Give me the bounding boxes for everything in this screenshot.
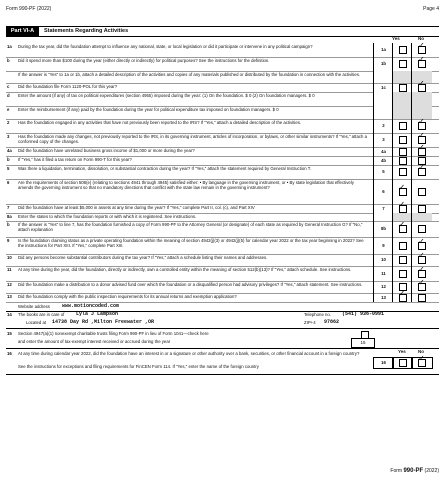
line-number: 7	[373, 204, 393, 213]
question-text: Did the foundation have unrelated business gross income of $1,000 or more during the year?	[18, 148, 195, 153]
question-number: 8a	[7, 214, 12, 219]
question-number: 5	[7, 166, 10, 171]
yes-cell	[392, 43, 412, 57]
no-checkbox[interactable]	[418, 242, 426, 250]
table-bottom-rule	[6, 374, 439, 375]
footer-form-name: 990-PF	[403, 468, 424, 474]
line-number: 10	[373, 254, 393, 266]
question-number: c	[7, 84, 10, 89]
no-cell	[411, 281, 432, 293]
question-text: Did the foundation make a distribution to a donor advised fund over which the foundation or a disqualified person had advisory privileges? If "Yes," attach statement. See instructions.	[18, 282, 363, 287]
line-number: 2	[373, 119, 393, 133]
no-cell	[411, 204, 432, 213]
telephone-value[interactable]: (541) 936-0991	[342, 311, 385, 317]
line-number: 3	[373, 133, 393, 147]
line-number: 1c	[373, 83, 393, 92]
no-checkbox[interactable]	[418, 122, 426, 130]
question-number: 11	[7, 267, 12, 272]
telephone-label: Telephone no.	[304, 312, 331, 317]
yes-cell	[392, 221, 412, 237]
no-cell	[411, 57, 432, 71]
question-row	[6, 281, 439, 293]
no-cell	[411, 92, 432, 106]
question-text: Did the foundation file Form 1120-POL for this year?	[18, 84, 118, 89]
page-label: Page 4	[423, 6, 439, 12]
no-checkbox[interactable]	[418, 283, 426, 291]
yes-cell	[392, 165, 412, 179]
yes-cell	[392, 237, 412, 254]
question-number: b	[7, 222, 10, 227]
yes-cell	[392, 71, 412, 83]
question-number: 10	[7, 255, 12, 260]
yes-checkbox[interactable]	[399, 205, 407, 213]
zip-label: ZIP+4	[304, 320, 316, 325]
yes-checkbox[interactable]	[399, 225, 407, 233]
no-cell	[411, 213, 432, 221]
no-checkbox[interactable]	[418, 168, 426, 176]
line16-no-checkbox[interactable]	[418, 359, 426, 367]
line16-no-header: No	[418, 349, 424, 354]
form-label: Form 990-PF (2022)	[6, 6, 52, 12]
line-number	[373, 106, 393, 119]
line-number: 12	[373, 281, 393, 293]
line15-text2: and enter the amount of tax-exempt interest received or accrued during the year	[18, 339, 171, 344]
line-number: 1b	[373, 57, 393, 71]
books-number: 14	[7, 312, 12, 317]
question-row	[6, 83, 439, 92]
no-checkbox[interactable]	[418, 256, 426, 264]
question-text: Did it spend more than $100 during the year (either directly or indirectly) for political purposes? See the instructions for the definition.	[18, 58, 270, 63]
yes-cell	[392, 133, 412, 147]
question-row	[6, 106, 439, 119]
yes-checkbox[interactable]	[399, 84, 407, 92]
no-cell	[411, 179, 432, 204]
yes-checkbox[interactable]	[399, 294, 407, 302]
question-row	[6, 165, 439, 179]
question-row	[6, 43, 439, 57]
question-row	[6, 213, 439, 221]
no-checkbox[interactable]	[418, 294, 426, 302]
no-checkbox[interactable]	[418, 84, 426, 92]
question-text: Did any persons become substantial contributors during the tax year? If "Yes," attach a schedule listing their names and addresses.	[18, 255, 268, 260]
yes-cell	[392, 266, 412, 281]
question-row	[6, 266, 439, 281]
line-number: 9	[373, 237, 393, 254]
question-row	[6, 204, 439, 213]
question-row	[6, 147, 439, 156]
yes-cell	[392, 254, 412, 266]
question-text: During the tax year, did the foundation attempt to influence any national, state, or local legislation or did it participate or intervene in any political campaign?	[18, 44, 313, 49]
page-footer	[390, 468, 439, 474]
yes-header: Yes	[392, 36, 400, 41]
question-text: Was there a liquidation, termination, dissolution, or substantial contraction during the year? If "Yes," attach the statement required by General Instruction T.	[18, 166, 312, 171]
question-row	[6, 71, 439, 83]
question-row	[6, 179, 439, 204]
yes-checkbox[interactable]	[399, 242, 407, 250]
no-checkbox[interactable]	[418, 225, 426, 233]
website-label: Website address	[18, 304, 50, 309]
question-text: Did the foundation comply with the public inspection requirements for its annual returns and exemption application?	[18, 294, 237, 299]
yes-cell	[392, 57, 412, 71]
footer-form-pre: Form	[390, 468, 403, 474]
page-header	[6, 4, 439, 14]
no-checkbox[interactable]	[418, 188, 426, 196]
line15-number: 15	[7, 331, 12, 336]
line-number	[373, 92, 393, 106]
question-text: If "Yes," has it filed a tax return on Form 990-T for this year?	[18, 157, 132, 162]
line-number: 4a	[373, 147, 393, 156]
question-number: 13	[7, 294, 12, 299]
question-row	[6, 119, 439, 133]
no-cell	[411, 293, 432, 302]
question-number: e	[7, 107, 10, 112]
no-checkbox[interactable]	[418, 270, 426, 278]
footer-year: (2022)	[424, 468, 439, 474]
line15-row	[6, 328, 439, 349]
question-text: Enter the amount (if any) of tax on political expenditures (section 4955) imposed during the year: (1) On the foundation. $ 0 (2) On foundation managers. $ 0	[18, 93, 315, 98]
no-cell	[411, 165, 432, 179]
question-number: b	[7, 157, 10, 162]
no-checkbox[interactable]	[418, 148, 426, 156]
yes-cell	[392, 293, 412, 302]
question-row	[6, 133, 439, 147]
line16-text2: See the instructions for exceptions and filing requirements for FinCEN Form 114. If "Yes," enter the name of the foreign country	[18, 364, 259, 369]
question-number: 9	[7, 238, 10, 243]
question-row	[6, 92, 439, 106]
question-text: Enter the reimbursement (if any) paid by the foundation during the year for political expenditure tax imposed on foundation managers. $ 0	[18, 107, 279, 112]
yes-cell	[392, 147, 412, 156]
yes-cell	[392, 119, 412, 133]
line15-amount-box[interactable]: 15	[351, 338, 375, 348]
question-row	[6, 156, 439, 165]
line-number: 1a	[373, 43, 393, 57]
line16-no-cell	[411, 357, 433, 369]
yes-checkbox[interactable]	[399, 168, 407, 176]
zip-value[interactable]: 97862	[324, 319, 340, 325]
question-text: Are the requirements of section 508(e) (relating to sections 4941 through 4945) satisfied either: • By language in the governing instrument, or • By state legislation that effectively amends the governing instrument so that no mandatory directions that conflict with the state law remain in the governing instrument?	[18, 180, 354, 191]
no-cell	[411, 221, 432, 237]
yes-no-header	[392, 35, 439, 43]
question-number: 2	[7, 120, 10, 125]
question-number: 1a	[7, 44, 12, 49]
line16-yes-header: Yes	[398, 349, 406, 354]
yes-cell	[392, 106, 412, 119]
line16-number: 16	[7, 351, 12, 356]
no-checkbox[interactable]	[418, 60, 426, 68]
books-label: The books are in care of	[18, 312, 65, 317]
question-text: Is the foundation claiming status as a private operating foundation within the meaning of section 4942(j)(3) or 4942(j)(5) for calendar year 2022 or the tax year beginning in 2022? See the instructions for Part XIII. If "Yes," complete Part XIII.	[18, 238, 364, 249]
line16-row	[6, 348, 439, 375]
yes-checkbox[interactable]	[399, 136, 407, 144]
question-row	[6, 254, 439, 266]
line-number	[373, 71, 393, 83]
line16-yes-no-header	[392, 349, 431, 356]
question-number: b	[7, 58, 10, 63]
question-number: 12	[7, 282, 12, 287]
yes-checkbox[interactable]	[399, 148, 407, 156]
line-number: 4b	[373, 156, 393, 165]
part-label: Part VI-A	[6, 27, 39, 36]
line16-yes-checkbox[interactable]	[399, 359, 407, 367]
part-title: Statements Regarding Activities	[44, 28, 129, 34]
yes-cell	[392, 92, 412, 106]
question-text: If the answer is "Yes" to line 7, has the foundation furnished a copy of Form 990-PF to the Attorney General (or designate) of each state as required by General Instruction G? If "No," attach explanation	[18, 222, 363, 233]
no-header: No	[418, 36, 424, 41]
yes-cell	[392, 204, 412, 213]
line-number: 6	[373, 179, 393, 204]
question-text: Did the foundation have at least $5,000 in assets at any time during the year? If "Yes," complete Part II, col. (c), and Part XIV	[18, 205, 255, 210]
books-name[interactable]: Lyla J Lampson	[76, 311, 119, 317]
yes-cell	[392, 156, 412, 165]
question-text: At any time during the year, did the foundation, directly or indirectly, own a controlled entity within the meaning of section 512(b)(13)? If "Yes," attach schedule. See instructions.	[18, 267, 352, 272]
yes-checkbox[interactable]	[399, 157, 407, 165]
yes-checkbox[interactable]	[399, 256, 407, 264]
question-text: Has the foundation made any changes, not previously reported to the IRS, in its governing instrument, articles of incorporation, or bylaws, or other similar instruments? If "Yes," attach a conformed copy of the changes.	[18, 134, 367, 145]
question-number: 3	[7, 134, 10, 139]
line-number: 13	[373, 293, 393, 302]
question-number: d	[7, 93, 10, 98]
yes-cell	[392, 83, 412, 92]
website-value[interactable]: www.motioncoded.com	[62, 303, 120, 309]
yes-checkbox[interactable]	[399, 122, 407, 130]
line15-text: Section 4947(a)(1) nonexempt charitable trusts filing Form 990-PF in lieu of Form 1041—check here	[18, 331, 209, 336]
line-number: 8b	[373, 221, 393, 237]
part-header	[6, 26, 439, 37]
no-checkbox[interactable]	[418, 205, 426, 213]
question-number: 6	[7, 180, 10, 185]
yes-checkbox[interactable]	[399, 60, 407, 68]
line-number: 11	[373, 266, 393, 281]
line16-line-number: 16	[373, 357, 394, 369]
question-text: Enter the states to which the foundation reports or with which it is registered. See instructions.	[18, 214, 197, 219]
question-row	[6, 57, 439, 71]
question-text: If the answer is "Yes" to 1a or 1b, attach a detailed description of the activities and copies of any materials published or distributed by the foundation in connection with the activities.	[18, 72, 361, 77]
question-row	[6, 221, 439, 237]
no-cell	[411, 147, 432, 156]
address-value[interactable]: 14738 Day Rd ,Milton Freewater ,OR	[52, 319, 155, 325]
line-number	[373, 213, 393, 221]
line16-text: At any time during calendar year 2022, did the foundation have an interest in or a signature or other authority over a bank, securities, or other financial account in a foreign country?	[18, 351, 360, 356]
line16-yes-cell	[392, 357, 413, 369]
question-text: Has the foundation engaged in any activities that have not previously been reported to the IRS? If "Yes," attach a detailed description of the activities.	[18, 120, 302, 125]
yes-checkbox[interactable]	[399, 188, 407, 196]
yes-checkbox[interactable]	[399, 46, 407, 54]
question-number: 4a	[7, 148, 12, 153]
question-number: 7	[7, 205, 10, 210]
question-row	[6, 293, 439, 302]
yes-checkbox[interactable]	[399, 270, 407, 278]
located-label: Located at	[26, 320, 47, 325]
line-number: 5	[373, 165, 393, 179]
no-checkbox[interactable]	[418, 46, 426, 54]
no-cell	[411, 83, 432, 92]
question-row	[6, 237, 439, 254]
books-row	[6, 311, 439, 328]
